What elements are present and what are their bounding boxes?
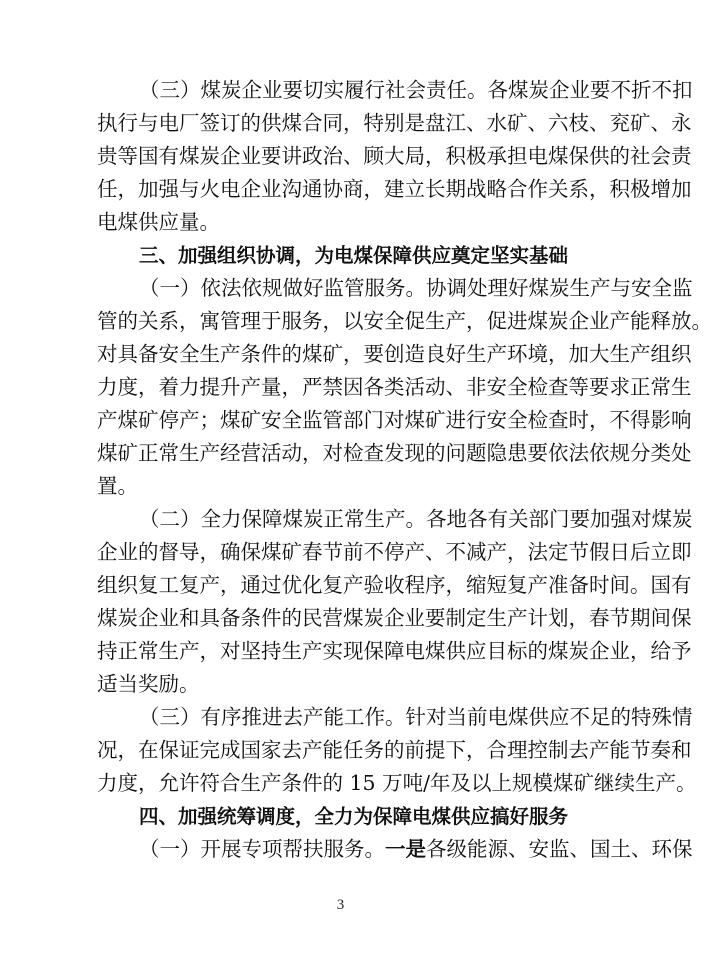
paragraph-line: 煤矿正常生产经营活动，对检查发现的问题隐患要依法依规分类处 — [97, 441, 692, 465]
paragraph-line: （三）有序推进去产能工作。针对当前电煤供应不足的特殊情 — [139, 705, 693, 729]
paragraph-line: 任，加强与火电企业沟通协商，建立长期战略合作关系，积极增加 — [97, 177, 692, 201]
paragraph-line: 置。 — [97, 474, 138, 498]
section-heading: 三、加强组织协调，为电煤保障供应奠定坚实基础 — [139, 244, 569, 267]
paragraph-line: 力度，允许符合生产条件的 15 万吨/年及以上规模煤矿继续生产。 — [97, 771, 697, 795]
body-text — [97, 74, 712, 866]
paragraph-line: 执行与电厂签订的供煤合同，特别是盘江、水矿、六枝、兖矿、永 — [97, 111, 692, 135]
paragraph-line: 电煤供应量。 — [97, 210, 220, 234]
paragraph-line: （一）依法依规做好监管服务。协调处理好煤炭生产与安全监 — [139, 276, 693, 300]
emphasis-text: 一是 — [385, 837, 426, 861]
paragraph-line: 产煤矿停产；煤矿安全监管部门对煤矿进行安全检查时，不得影响 — [97, 408, 692, 432]
section-heading: 四、加强统筹调度，全力为保障电煤供应搞好服务 — [139, 805, 569, 828]
paragraph-line: 对具备安全生产条件的煤矿，要创造良好生产环境，加大生产组织 — [97, 342, 692, 366]
paragraph-text: 各级能源、安监、国土、环保 — [426, 837, 693, 861]
paragraph-line: （二）全力保障煤炭正常生产。各地各有关部门要加强对煤炭 — [139, 507, 693, 531]
paragraph-line: 管的关系，寓管理于服务，以安全促生产，促进煤炭企业产能释放。 — [97, 309, 712, 333]
paragraph-line: 适当奖励。 — [97, 672, 200, 696]
paragraph-line: 力度，着力提升产量，严禁因各类活动、非安全检查等要求正常生 — [97, 375, 692, 399]
paragraph-line: （三）煤炭企业要切实履行社会责任。各煤炭企业要不折不扣 — [139, 78, 693, 102]
page-number: 3 — [336, 897, 345, 913]
paragraph-line: 持正常生产，对坚持生产实现保障电煤供应目标的煤炭企业，给予 — [97, 639, 692, 663]
paragraph-line: 贵等国有煤炭企业要讲政治、顾大局，积极承担电煤保供的社会责 — [97, 144, 692, 168]
paragraph-text: （一）开展专项帮扶服务。 — [139, 837, 385, 861]
paragraph-line: 企业的督导，确保煤矿春节前不停产、不减产，法定节假日后立即 — [97, 540, 692, 564]
paragraph-line: 煤炭企业和具备条件的民营煤炭企业要制定生产计划，春节期间保 — [97, 606, 692, 630]
paragraph-line: 况，在保证完成国家去产能任务的前提下，合理控制去产能节奏和 — [97, 738, 692, 762]
paragraph-line: 组织复工复产，通过优化复产验收程序，缩短复产准备时间。国有 — [97, 573, 692, 597]
paragraph-line — [97, 833, 693, 866]
